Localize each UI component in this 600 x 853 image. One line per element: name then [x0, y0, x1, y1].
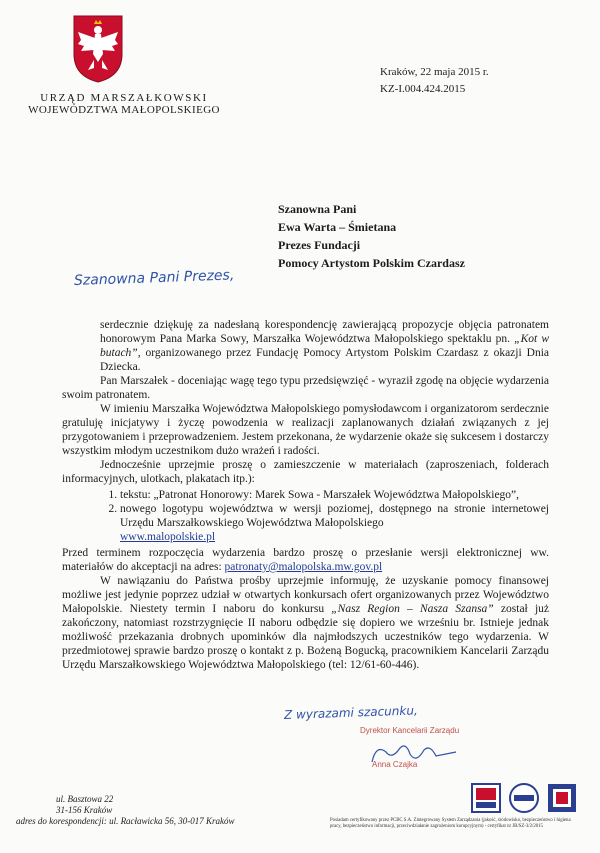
paragraph-1-text-end: , organizowanego przez Fundację Pomocy Artystom Polskim Czardasz z okazji Dnia Dziecka.: [100, 347, 549, 373]
place-date: Kraków, 22 maja 2015 r.: [380, 66, 489, 78]
recipient-line3: Prezes Fundacji: [278, 238, 361, 252]
office-name-line1: URZĄD MARSZAŁKOWSKI: [40, 92, 208, 104]
paragraph-3: W imieniu Marszałka Województwa Małopolskiego pomysłodawcom i organizatorom serdecznie gratuluję inicjatywy i życzę powodzenia w realizacji zaplanowanych działań związanych z jej przygotowaniem i przeprowadzeniem. Jestem przekonana, że wydarzenie okaże się sukcesem i dostarczy wszystkim młodym uczestnikom dużo wrażeń i radości.: [62, 403, 549, 457]
show-title: „Kot w butach”: [100, 333, 549, 359]
address-line3: adres do korespondencji: ul. Racławicka 56, 30-017 Kraków: [16, 816, 235, 826]
footer-address: [16, 794, 235, 827]
stamp-name: Anna Czajka: [372, 760, 418, 769]
letter-meta: [380, 64, 489, 98]
paragraph-6-text: W nawiązaniu do Państwa prośby uprzejmie informuję, że uzyskanie pomocy finansowej możliwe jest jedynie poprzez udział w otwartych konkursach ofert organizowanych przez Województwo Małopolskie. Niestety termin I naboru do konkursu: [62, 575, 549, 615]
letter-body: [62, 318, 549, 672]
website-link[interactable]: www.malopolskie.pl: [120, 531, 216, 543]
paragraph-5-text: Przed terminem rozpoczęcia wydarzenia bardzo proszę o przesłanie wersji elektronicznej ww. materiałów do akceptacji na adres:: [62, 547, 549, 573]
contest-title: „Nasz Region – Nasza Szansa”: [331, 603, 494, 615]
requirements-list: [62, 488, 549, 544]
coat-of-arms-icon: [72, 14, 124, 84]
reference-number: KZ-I.004.424.2015: [380, 83, 466, 95]
iqnet-logo-icon: [508, 782, 540, 814]
recipient-block: [278, 200, 465, 272]
stamp-title: Dyrektor Kancelarii Zarządu: [360, 726, 460, 735]
certificate-note: Posiadam certyfikowany przez PCBC S.A. Zintegrowany System Zarządzania (jakość, środowisko, bezpieczeństwo i higiena pracy, bezpieczeństwo informacji, przeciwdziałanie zagrożeniom korupcyjnym) - certyfikat nr JB/SZ-3/2/2015: [330, 818, 571, 829]
issuing-office: [24, 92, 224, 116]
paragraph-2: Pan Marszałek - doceniając wagę tego typu przedsięwzięć - wyraził zgodę na objęcie wydarzenia swoim patronatem.: [62, 375, 549, 401]
paragraph-6-text-end: został już zakończony, natomiast rozstrzygnięcie II naboru odbędzie się dopiero we wrześniu br. Istnieje jednak możliwość przekazania drobnych upominków dla najmłodszych uczestników tego wydarzenia. W przedmiotowej sprawie bardzo proszę o kontakt z p. Bożeną Bogucką, pracownikiem Kancelarii Zarządu Urzędu Marszałkowskiego Województwa Małopolskiego (tel: 12/61-60-446).: [62, 603, 550, 671]
cert-mark-icon: [546, 782, 578, 814]
address-line2: 31-156 Kraków: [56, 805, 113, 815]
recipient-line2: Ewa Warta – Śmietana: [278, 220, 397, 234]
recipient-line1: Szanowna Pani: [278, 202, 357, 216]
address-line1: ul. Basztowa 22: [56, 794, 114, 804]
handwritten-closing: Z wyrazami szacunku,: [283, 703, 418, 722]
list-item: [120, 502, 549, 544]
office-name-line2: WOJEWÓDZTWA MAŁOPOLSKIEGO: [28, 104, 220, 116]
paragraph-4: Jednocześnie uprzejmie proszę o zamieszczenie w materiałach (zaproszeniach, folderach informacyjnych, ulotkach, plakatach itp.):: [62, 459, 549, 485]
recipient-line4: Pomocy Artystom Polskim Czardasz: [278, 256, 465, 270]
handwritten-salutation: Szanowna Pani Prezes,: [73, 267, 235, 289]
cert-logo-icon: [470, 782, 502, 814]
paragraph-6: [62, 574, 549, 672]
paragraph-5: [62, 546, 549, 574]
list-item-text: nowego logotypu województwa w wersji poziomej, dostępnego na stronie internetowej Urzędu Marszałkowskiego Województwa Małopolskiego: [120, 503, 549, 529]
paragraph-1: [62, 318, 549, 374]
email-link[interactable]: patronaty@malopolska.mw.gov.pl: [224, 561, 383, 573]
paragraph-1-text: serdecznie dziękuję za nadesłaną korespondencję zawierającą propozycje objęcia patronatem honorowym Pana Marka Sowy, Marszałka Województwa Małopolskiego spektaklu pn.: [100, 319, 549, 345]
list-item: 1. tekstu: „Patronat Honorowy: Marek Sowa - Marszałek Województwa Małopolskiego”,: [120, 488, 549, 502]
